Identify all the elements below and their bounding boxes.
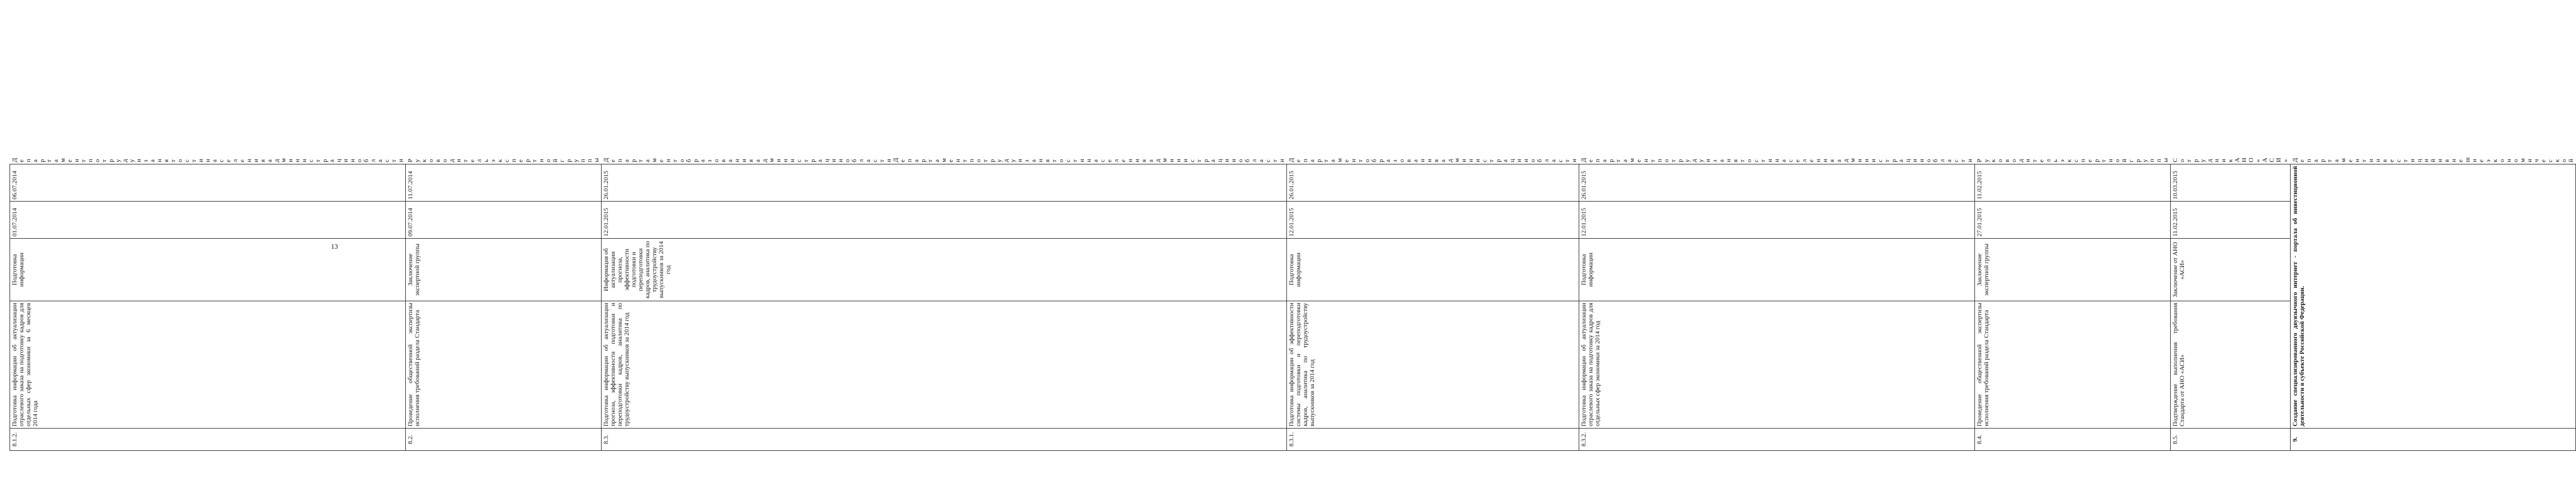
end-date-cell: 26.01.2015 bbox=[1579, 164, 1975, 202]
row-number: 8.2. bbox=[406, 429, 602, 451]
row-number: 8.5. bbox=[2171, 429, 2291, 451]
table-row: 8.3.1. Подготовка информации об эффективности системы подготовки и переподготовки кадров, аналитика по трудоустройству выпускников за 2014 год Подготовка информации 12.01.2015 26.01.2015 Департамент образования администрации области bbox=[1287, 6, 1579, 451]
start-date-cell: 27.01.2015 bbox=[1975, 202, 2171, 239]
row-number: 8.1.2. bbox=[10, 429, 406, 451]
start-date-cell: 01.07.2014 bbox=[10, 202, 406, 239]
section-row: 9. Создание специализированного двуязычного интернет - портала об инвестиционной деятельности в субъекте Российской Федерации. Департамент инвестиций и внешнеэкономической bbox=[2291, 6, 2576, 451]
result-cell: Информация об актуализации прогноза, эффективности подготовки и переподготовки кадров, аналитика по трудоустройству выпускников за 2014 год bbox=[602, 239, 1287, 301]
result-cell: Подготовка информации bbox=[1579, 239, 1975, 301]
table-row: 8.4. Проведение общественной экспертизы исполнения требований раздела Стандарта Заключение экспертной группы 27.01.2015 11.02.2015 Руководитель экспертной группы bbox=[1975, 6, 2171, 451]
row-number: 8.3.1. bbox=[1287, 429, 1579, 451]
action-cell: Подготовка информации об актуализации отраслевого заказа на подготовку кадров для отдельных сфер экономики за 6 месяцев 2014 года bbox=[10, 301, 406, 429]
table-row: 8.3.2. Подготовка информации об актуализации отраслевого заказа на подготовку кадров для отдельных сфер экономики за 2014 год Подготовка информации 12.01.2015 26.01.2015 Департамент по труду и занятости населения администрации области bbox=[1579, 6, 1975, 451]
table-row: 8.2. Проведение общественной экспертизы исполнения требований раздела Стандарта Заключение экспертной группы 09.07.2014 11.07.2014 Руководитель экспертной группы bbox=[406, 6, 602, 451]
end-date-cell: 10.03.2015 bbox=[2171, 164, 2291, 202]
start-date-cell: 11.02.2015 bbox=[2171, 202, 2291, 239]
section-title: Создание специализированного двуязычного интернет - портала об инвестиционной деятельности в субъекте Российской Федерации. bbox=[2291, 164, 2576, 429]
end-date-cell: 26.01.2015 bbox=[1287, 164, 1579, 202]
start-date-cell: 12.01.2015 bbox=[1579, 202, 1975, 239]
table-row: 8.5. Подтверждение выполнения требования Стандарта от АНО «АСИ» Заключение от АНО «АСИ» 11.02.2015 10.03.2015 Сотрудник АНО «АСИ» bbox=[2171, 6, 2291, 451]
result-cell: Заключение экспертной группы bbox=[406, 239, 602, 301]
table-row: 8.3. Подготовка информации об актуализации прогноза, эффективности подготовки и переподготовки кадров, аналитика по трудоустройству выпускников за 2014 год Информация об актуализации прогноза, эффективности подготовки и переподготовки кадров, аналитика по трудоустройству выпускников за 2014 год 12.01.2015 26.01.2015 Департамент образования администрации области Департамент по труду и занятости населения администрации области bbox=[602, 6, 1287, 451]
action-cell: Подготовка информации об эффективности системы подготовки и переподготовки кадров, аналитика по трудоустройству выпускников за 2014 год bbox=[1287, 301, 1579, 429]
end-date-cell: 06.07.2014 bbox=[10, 164, 406, 202]
result-cell: Заключение экспертной группы bbox=[1975, 239, 2171, 301]
result-cell: Подготовка информации bbox=[10, 239, 406, 301]
action-cell: Подтверждение выполнения требования Стандарта от АНО «АСИ» bbox=[2171, 301, 2291, 429]
result-cell: Подготовка информации bbox=[1287, 239, 1579, 301]
action-cell: Проведение общественной экспертизы исполнения требований раздела Стандарта bbox=[406, 301, 602, 429]
section-number: 9. bbox=[2291, 429, 2576, 451]
plan-table bbox=[10, 6, 2576, 451]
action-cell: Подготовка информации об актуализации прогноза, эффективности подготовки и переподготовки кадров, аналитика по трудоустройству выпускников за 2014 год bbox=[602, 301, 1287, 429]
row-number: 8.4. bbox=[1975, 429, 2171, 451]
start-date-cell: 09.07.2014 bbox=[406, 202, 602, 239]
start-date-cell: 12.01.2015 bbox=[1287, 202, 1579, 239]
table-row: 8.1.2. Подготовка информации об актуализации отраслевого заказа на подготовку кадров для отдельных сфер экономики за 6 месяцев 2014 года Подготовка информации 01.07.2014 06.07.2014 Департамент по труду и занятости населения администрации области bbox=[10, 6, 406, 451]
end-date-cell: 11.02.2015 bbox=[1975, 164, 2171, 202]
result-cell: Заключение от АНО «АСИ» bbox=[2171, 239, 2291, 301]
action-cell: Проведение общественной экспертизы исполнения требований раздела Стандарта bbox=[1975, 301, 2171, 429]
end-date-cell: 11.07.2014 bbox=[406, 164, 602, 202]
start-date-cell: 12.01.2015 bbox=[602, 202, 1287, 239]
page-number: 13 bbox=[331, 242, 338, 250]
action-cell: Подготовка информации об актуализации отраслевого заказа на подготовку кадров для отдельных сфер экономики за 2014 год bbox=[1579, 301, 1975, 429]
end-date-cell: 26.01.2015 bbox=[602, 164, 1287, 202]
row-number: 8.3.2. bbox=[1579, 429, 1975, 451]
row-number: 8.3. bbox=[602, 429, 1287, 451]
